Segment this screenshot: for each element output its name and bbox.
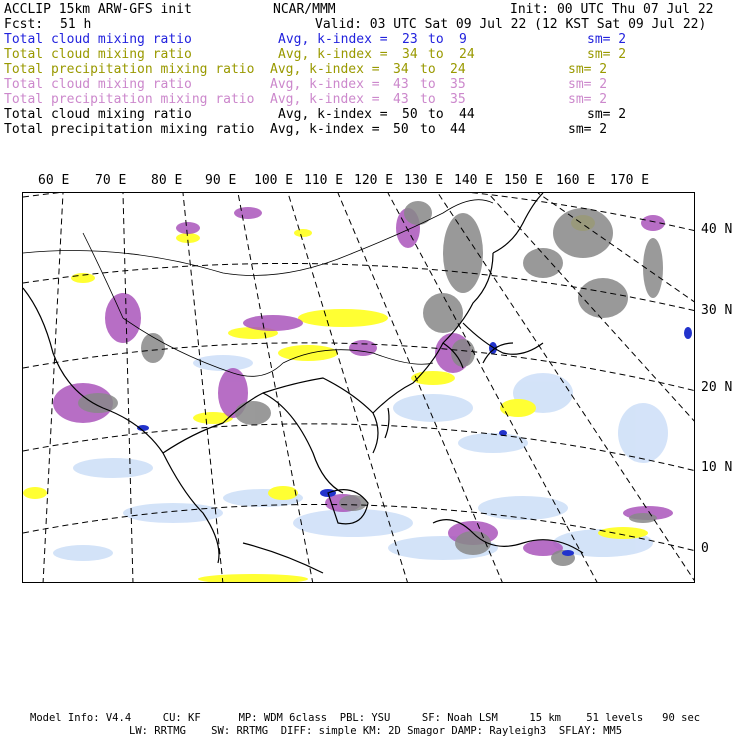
lat-label: 10 N	[701, 460, 733, 475]
legend-k-to: 44	[459, 107, 475, 122]
lat-label: 0	[701, 541, 709, 556]
legend-smoothing: sm= 2	[587, 32, 627, 47]
lon-label: 170 E	[610, 173, 650, 188]
legend-to-word: to	[428, 107, 444, 122]
legend-field-name: Total cloud mixing ratio	[4, 77, 192, 92]
init-time: Init: 00 UTC Thu 07 Jul 22	[510, 2, 714, 17]
lon-label: 150 E	[504, 173, 544, 188]
legend-k-from: 50	[402, 107, 418, 122]
lon-label: 130 E	[404, 173, 444, 188]
lon-label: 80 E	[151, 173, 183, 188]
legend-k-from: 43	[393, 77, 409, 92]
legend-to-word: to	[420, 122, 436, 137]
legend-smoothing: sm= 2	[587, 47, 627, 62]
legend-k-to: 44	[450, 122, 466, 137]
valid-time: Valid: 03 UTC Sat 09 Jul 22 (12 KST Sat 09 Jul 22)	[315, 17, 707, 32]
lon-label: 60 E	[38, 173, 70, 188]
legend-avg-label: Avg, k-index =	[278, 107, 388, 122]
lon-label: 100 E	[254, 173, 294, 188]
legend-to-word: to	[428, 32, 444, 47]
legend-k-to: 24	[450, 62, 466, 77]
center-name: NCAR/MMM	[273, 2, 336, 17]
lon-label: 70 E	[95, 173, 127, 188]
country-borders	[23, 200, 493, 377]
legend-field-name: Total cloud mixing ratio	[4, 107, 192, 122]
legend-to-word: to	[420, 62, 436, 77]
legend-k-from: 23	[402, 32, 418, 47]
lat-label: 30 N	[701, 303, 733, 318]
legend-avg-label: Avg, k-index =	[270, 77, 380, 92]
legend-k-from: 43	[393, 92, 409, 107]
legend-k-from: 34	[393, 62, 409, 77]
legend-smoothing: sm= 2	[568, 122, 608, 137]
legend-field-name: Total precipitation mixing ratio	[4, 92, 255, 107]
legend-smoothing: sm= 2	[568, 62, 608, 77]
legend-k-to: 35	[450, 92, 466, 107]
legend-avg-label: Avg, k-index =	[278, 47, 388, 62]
cloud-shading-light	[53, 355, 668, 561]
lat-label: 40 N	[701, 222, 733, 237]
lat-label: 20 N	[701, 380, 733, 395]
legend-k-to: 9	[459, 32, 467, 47]
legend-avg-label: Avg, k-index =	[270, 122, 380, 137]
legend-to-word: to	[420, 92, 436, 107]
legend-avg-label: Avg, k-index =	[270, 92, 380, 107]
legend-smoothing: sm= 2	[568, 77, 608, 92]
legend-field-name: Total cloud mixing ratio	[4, 32, 192, 47]
map-canvas	[23, 193, 695, 583]
legend-to-word: to	[420, 77, 436, 92]
legend-k-from: 50	[393, 122, 409, 137]
legend-smoothing: sm= 2	[568, 92, 608, 107]
legend-field-name: Total precipitation mixing ratio	[4, 122, 255, 137]
legend-avg-label: Avg, k-index =	[270, 62, 380, 77]
model-info-line1: Model Info: V4.4 CU: KF MP: WDM 6class PBL: YSU SF: Noah LSM 15 km 51 levels 90 sec	[30, 712, 701, 724]
lon-label: 120 E	[354, 173, 394, 188]
model-title: ACCLIP 15km ARW-GFS init	[4, 2, 192, 17]
legend-to-word: to	[428, 47, 444, 62]
legend-field-name: Total cloud mixing ratio	[4, 47, 192, 62]
forecast-hour: 51 h	[60, 17, 92, 32]
model-info-line2: LW: RRTMG SW: RRTMG DIFF: simple KM: 2D Smagor DAMP: Rayleigh3 SFLAY: MM5	[129, 725, 623, 737]
legend-k-from: 34	[402, 47, 418, 62]
lon-label: 90 E	[205, 173, 237, 188]
legend-field-name: Total precipitation mixing ratio	[4, 62, 255, 77]
lon-label: 110 E	[304, 173, 344, 188]
legend-k-to: 24	[459, 47, 475, 62]
legend-smoothing: sm= 2	[587, 107, 627, 122]
lon-label: 140 E	[454, 173, 494, 188]
forecast-label: Fcst:	[4, 17, 44, 32]
legend-avg-label: Avg, k-index =	[278, 32, 388, 47]
legend-k-to: 35	[450, 77, 466, 92]
lon-label: 160 E	[556, 173, 596, 188]
map-panel	[22, 192, 695, 583]
